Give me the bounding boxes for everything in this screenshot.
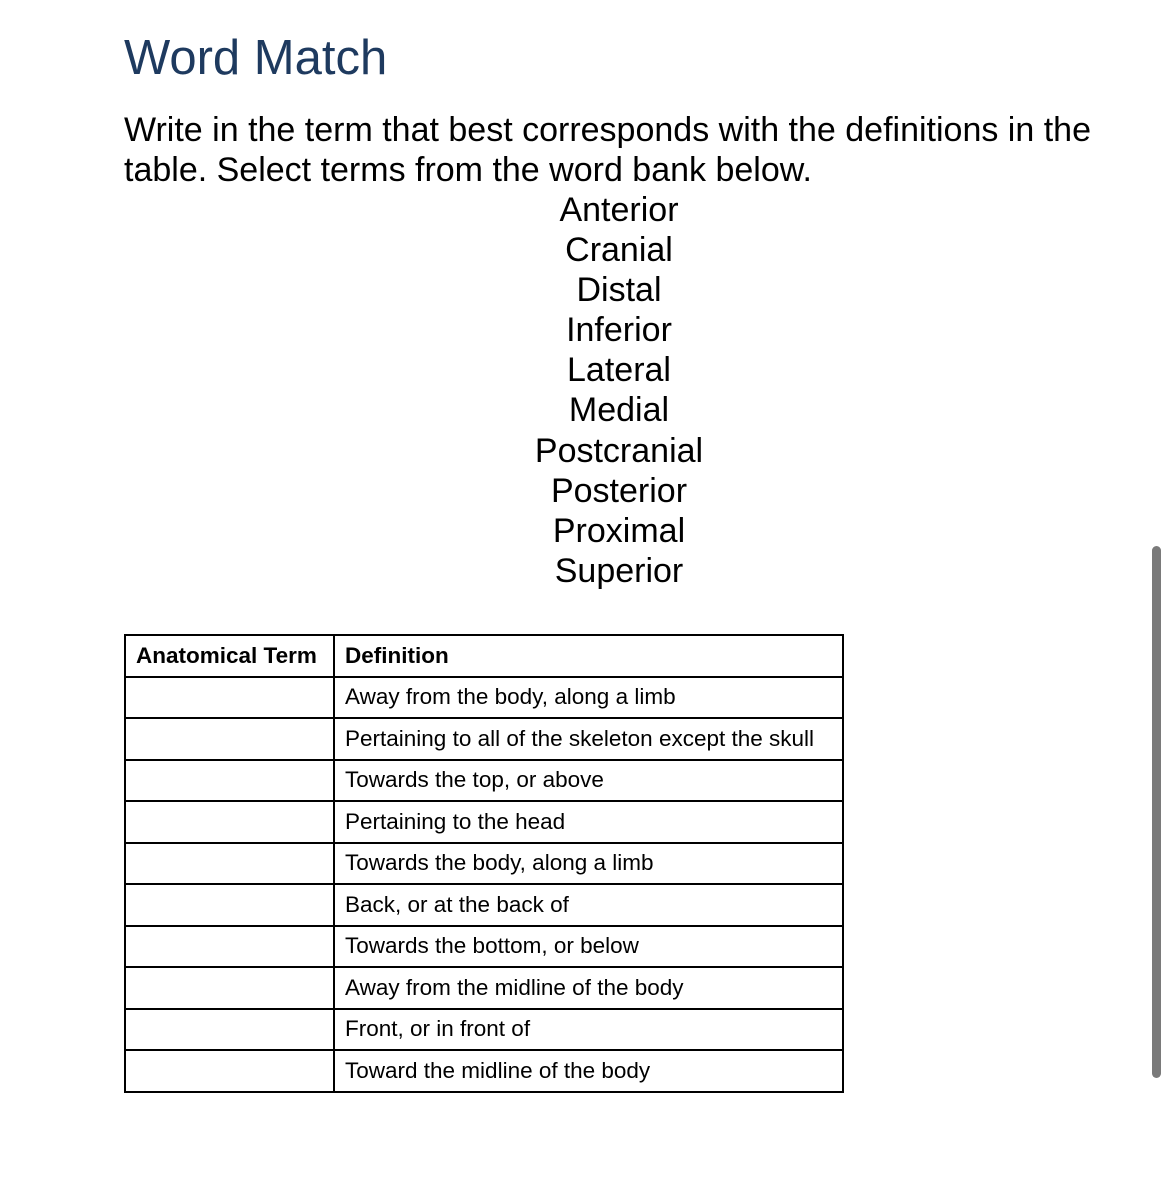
term-input[interactable] bbox=[136, 802, 323, 841]
table-row bbox=[125, 718, 843, 760]
term-input[interactable] bbox=[136, 844, 323, 883]
table-row bbox=[125, 1009, 843, 1051]
word-bank bbox=[470, 190, 768, 591]
definition-cell: Pertaining to the head bbox=[334, 801, 843, 843]
term-input[interactable] bbox=[136, 885, 323, 924]
table-row bbox=[125, 926, 843, 968]
header-definition: Definition bbox=[334, 635, 843, 677]
word-bank-item: Lateral bbox=[567, 351, 671, 390]
term-input[interactable] bbox=[136, 1051, 323, 1090]
definition-cell: Back, or at the back of bbox=[334, 884, 843, 926]
term-input[interactable] bbox=[136, 1010, 323, 1049]
term-input[interactable] bbox=[136, 968, 323, 1007]
term-cell[interactable] bbox=[125, 967, 334, 1009]
instructions-text: Write in the term that best corresponds with the definitions in the table. Select terms from the word bank below. bbox=[124, 111, 1091, 189]
table-row bbox=[125, 760, 843, 802]
definition-cell: Toward the midline of the body bbox=[334, 1050, 843, 1092]
table-header-row bbox=[125, 635, 843, 677]
term-input[interactable] bbox=[136, 719, 323, 758]
word-bank-item: Inferior bbox=[566, 311, 672, 350]
term-cell[interactable] bbox=[125, 801, 334, 843]
word-bank-item: Distal bbox=[576, 271, 662, 310]
term-input[interactable] bbox=[136, 678, 323, 717]
term-input[interactable] bbox=[136, 927, 323, 966]
term-cell[interactable] bbox=[125, 718, 334, 760]
definition-cell: Towards the body, along a limb bbox=[334, 843, 843, 885]
definition-cell: Away from the body, along a limb bbox=[334, 677, 843, 719]
header-anatomical-term: Anatomical Term bbox=[125, 635, 334, 677]
word-bank-item: Proximal bbox=[552, 511, 686, 550]
term-cell[interactable] bbox=[125, 926, 334, 968]
table-row bbox=[125, 1050, 843, 1092]
word-bank-item: Anterior bbox=[559, 191, 679, 229]
page-title: Word Match bbox=[124, 31, 388, 85]
term-input[interactable] bbox=[136, 761, 323, 800]
definition-cell: Pertaining to all of the skeleton except the skull bbox=[334, 718, 843, 760]
term-cell[interactable] bbox=[125, 760, 334, 802]
term-cell[interactable] bbox=[125, 843, 334, 885]
word-match-table bbox=[124, 634, 844, 1093]
word-bank-item: Postcranial bbox=[534, 431, 704, 470]
table-row bbox=[125, 801, 843, 843]
word-bank-item: Posterior bbox=[550, 471, 688, 510]
word-bank-item: Cranial bbox=[565, 231, 673, 270]
term-cell[interactable] bbox=[125, 884, 334, 926]
word-bank-item: Medial bbox=[568, 391, 670, 430]
definition-cell: Towards the bottom, or below bbox=[334, 926, 843, 968]
definition-cell: Away from the midline of the body bbox=[334, 967, 843, 1009]
table-row bbox=[125, 677, 843, 719]
table-row bbox=[125, 843, 843, 885]
table-row bbox=[125, 967, 843, 1009]
table-row bbox=[125, 884, 843, 926]
definition-cell: Towards the top, or above bbox=[334, 760, 843, 802]
definition-cell: Front, or in front of bbox=[334, 1009, 843, 1051]
term-cell[interactable] bbox=[125, 677, 334, 719]
term-cell[interactable] bbox=[125, 1050, 334, 1092]
term-cell[interactable] bbox=[125, 1009, 334, 1051]
scrollbar-thumb[interactable] bbox=[1152, 546, 1161, 1078]
word-bank-item: Superior bbox=[554, 551, 684, 590]
